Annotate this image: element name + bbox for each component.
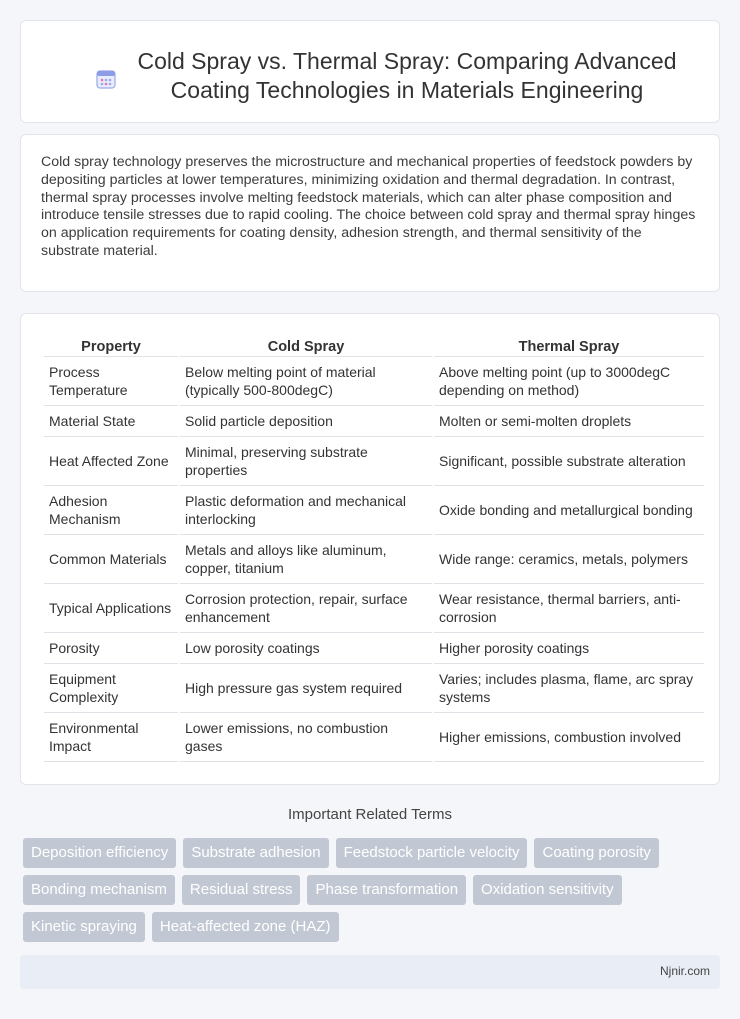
related-terms-list — [23, 838, 723, 949]
header-property: Property — [44, 331, 178, 357]
table-cell-property: Typical Applications — [44, 584, 178, 633]
table-cell-thermal: Oxide bonding and metallurgical bonding — [434, 486, 704, 535]
table-cell-property: Environmental Impact — [44, 713, 178, 762]
table-cell-thermal: Higher porosity coatings — [434, 633, 704, 664]
table-row — [44, 437, 704, 486]
related-terms-heading: Important Related Terms — [288, 806, 452, 823]
table-cell-thermal: Above melting point (up to 3000degC depending on method) — [434, 357, 704, 406]
tag-row — [23, 838, 723, 868]
comparison-table-card — [20, 313, 720, 785]
table-cell-property: Adhesion Mechanism — [44, 486, 178, 535]
table-row — [44, 633, 704, 664]
term-tag[interactable]: Coating porosity — [534, 838, 658, 868]
term-tag[interactable]: Heat-affected zone (HAZ) — [152, 912, 339, 942]
table-row — [44, 486, 704, 535]
table-cell-thermal: Wide range: ceramics, metals, polymers — [434, 535, 704, 584]
tag-row — [23, 875, 723, 905]
term-tag[interactable]: Phase transformation — [307, 875, 466, 905]
table-row — [44, 535, 704, 584]
table-cell-cold: Below melting point of material (typically 500-800degC) — [180, 357, 432, 406]
table-cell-thermal: Varies; includes plasma, flame, arc spray systems — [434, 664, 704, 713]
term-tag[interactable]: Substrate adhesion — [183, 838, 328, 868]
calendar-icon — [95, 68, 117, 90]
table-row — [44, 664, 704, 713]
comparison-table — [42, 331, 706, 762]
table-cell-cold: Solid particle deposition — [180, 406, 432, 437]
header-thermal-spray: Thermal Spray — [434, 331, 704, 357]
header-cold-spray: Cold Spray — [180, 331, 432, 357]
table-cell-cold: Plastic deformation and mechanical interlocking — [180, 486, 432, 535]
term-tag[interactable]: Residual stress — [182, 875, 301, 905]
table-cell-property: Heat Affected Zone — [44, 437, 178, 486]
intro-card — [20, 134, 720, 292]
intro-paragraph: Cold spray technology preserves the microstructure and mechanical properties of feedstock powders by depositing particles at lower temperatures, minimizing oxidation and thermal degradation. In contrast, thermal spray processes involve melting feedstock materials, which can alter phase composition and introduce tensile stresses due to rapid cooling. The choice between cold spray and thermal spray hinges on application requirements for coating density, adhesion strength, and thermal sensitivity of the substrate material. — [41, 154, 696, 259]
table-cell-cold: Minimal, preserving substrate properties — [180, 437, 432, 486]
tag-row — [23, 912, 723, 942]
table-row — [44, 406, 704, 437]
table-row — [44, 584, 704, 633]
term-tag[interactable]: Oxidation sensitivity — [473, 875, 622, 905]
table-cell-cold: Metals and alloys like aluminum, copper, titanium — [180, 535, 432, 584]
table-cell-cold: Corrosion protection, repair, surface enhancement — [180, 584, 432, 633]
term-tag[interactable]: Feedstock particle velocity — [336, 838, 528, 868]
table-cell-thermal: Wear resistance, thermal barriers, anti-corrosion — [434, 584, 704, 633]
table-row — [44, 713, 704, 762]
table-cell-thermal: Significant, possible substrate alteration — [434, 437, 704, 486]
term-tag[interactable]: Bonding mechanism — [23, 875, 175, 905]
table-cell-property: Material State — [44, 406, 178, 437]
page-title: Cold Spray vs. Thermal Spray: Comparing Advanced Coating Technologies in Materials Engineering — [137, 48, 677, 103]
table-cell-property: Equipment Complexity — [44, 664, 178, 713]
table-cell-cold: High pressure gas system required — [180, 664, 432, 713]
table-cell-cold: Lower emissions, no combustion gases — [180, 713, 432, 762]
footer — [20, 955, 720, 989]
table-cell-thermal: Molten or semi-molten droplets — [434, 406, 704, 437]
table-cell-property: Porosity — [44, 633, 178, 664]
term-tag[interactable]: Kinetic spraying — [23, 912, 145, 942]
table-cell-property: Common Materials — [44, 535, 178, 584]
table-cell-property: Process Temperature — [44, 357, 178, 406]
table-header-row — [44, 331, 704, 357]
table-cell-thermal: Higher emissions, combustion involved — [434, 713, 704, 762]
table-row — [44, 357, 704, 406]
footer-site-link[interactable]: Njnir.com — [659, 964, 710, 978]
title-card — [20, 20, 720, 123]
table-cell-cold: Low porosity coatings — [180, 633, 432, 664]
term-tag[interactable]: Deposition efficiency — [23, 838, 176, 868]
